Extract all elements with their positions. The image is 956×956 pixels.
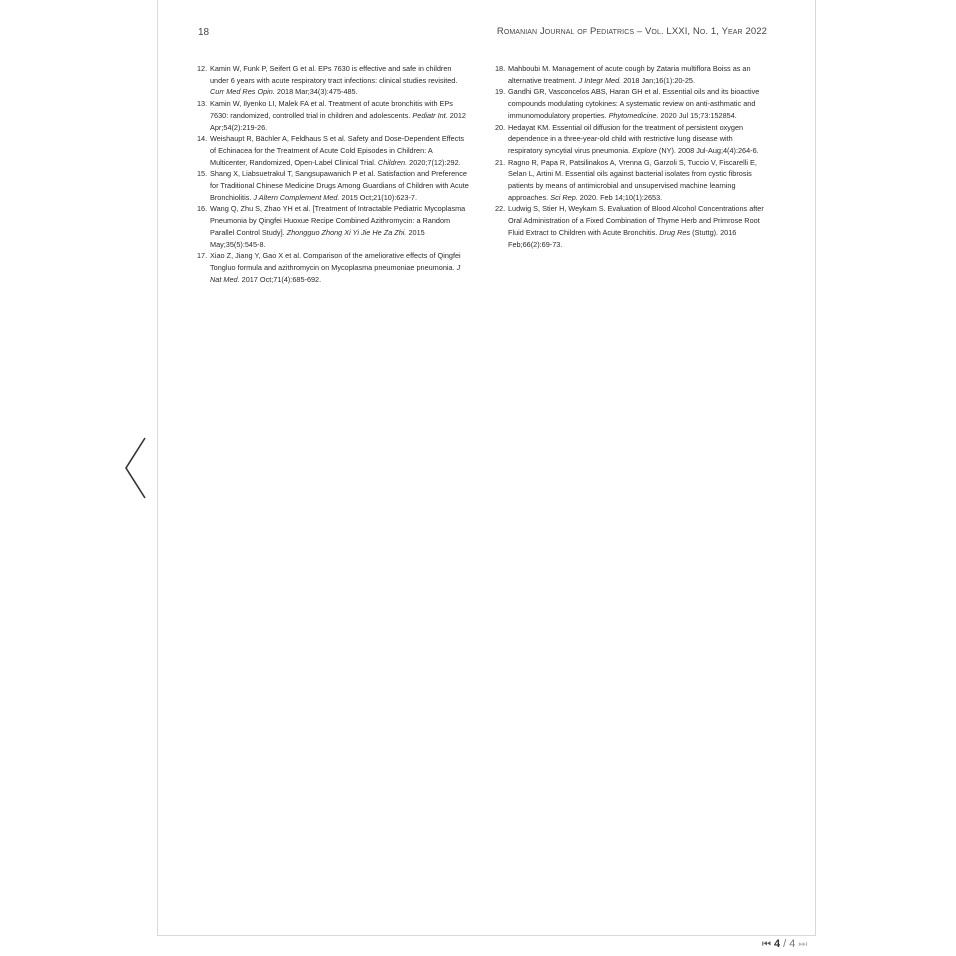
reference-text <box>508 86 767 121</box>
reference-details: 2018 Jan;16(1):20-25. <box>621 75 696 85</box>
reference-journal: J Integr Med. <box>578 75 622 85</box>
references-right-column <box>495 63 767 250</box>
reference-citation: Kamin W, Funk P, Seifert G et al. EPs 7630 is effective and safe in children under 6 years with acute respiratory tract infections: clinical studies revisited. <box>210 64 458 85</box>
reference-text <box>210 168 471 203</box>
reference-journal: Drug Res <box>659 227 691 237</box>
reference-details: 2015 Oct;21(10):623-7. <box>339 192 417 202</box>
reference-text <box>508 122 767 157</box>
reference-text <box>210 203 471 250</box>
reference-text <box>508 63 767 86</box>
reference-number: 21. <box>495 157 506 167</box>
reference-item <box>197 98 471 133</box>
previous-page-button[interactable] <box>122 436 150 500</box>
reference-item <box>495 122 767 157</box>
reference-citation: Wang Q, Zhu S, Zhao YH et al. [Treatment of Intractable Pediatric Mycoplasma Pneumonia by Qingfei Huoxue Recipe Combined Azithromycin: a Random Parallel Control Study]. <box>210 204 466 237</box>
current-page[interactable]: 4 <box>774 938 781 950</box>
reference-item <box>197 203 471 250</box>
reference-details: 2018 Mar;34(3):475-485. <box>274 87 358 97</box>
last-page-icon[interactable]: ⏭ <box>798 938 808 950</box>
reference-item <box>495 203 767 250</box>
reference-item <box>197 250 471 285</box>
reference-number: 17. <box>197 251 208 261</box>
reference-citation: Mahboubi M. Management of acute cough by Zataria multiflora Boiss as an alternative treatment. <box>508 64 751 85</box>
references-left-column <box>197 63 471 285</box>
reference-journal: J Nat Med. <box>210 262 461 284</box>
reference-number: 16. <box>197 204 208 214</box>
reference-details: (Stuttg). 2016 Feb;66(2):69-73. <box>508 227 737 249</box>
reference-item <box>495 86 767 121</box>
reference-text <box>508 203 767 250</box>
first-page-icon[interactable]: ⏮ <box>762 938 771 950</box>
reference-item <box>197 133 471 168</box>
reference-details: 2012 Apr;54(2):219-26. <box>210 110 466 132</box>
running-head: Romanian Journal of Pediatrics – Vol. LXXI, No. 1, Year 2022 <box>496 26 767 37</box>
total-pages: 4 <box>789 938 796 950</box>
reference-number: 18. <box>495 64 506 73</box>
reference-details: 2020. Feb 14;10(1):2653. <box>577 192 663 202</box>
reference-details: 2020 Jul 15;73:152854. <box>658 110 737 120</box>
reference-number: 20. <box>495 122 506 132</box>
reference-citation: Ragno R, Papa R, Patsilinakos A, Vrenna G, Garzoli S, Tuccio V, Fiscarelli E, Selan L, Artini M. Essential oils against bacterial isolates from cystic fibrosis patients by means of antimicrobial and unsupervised machine learning approaches. <box>508 157 757 202</box>
reference-journal: Pediatr Int. <box>412 110 448 120</box>
reference-number: 13. <box>197 99 208 109</box>
reference-citation: Gandhi GR, Vasconcelos ABS, Haran GH et al. Essential oils and its bioactive compounds modulating cytokines: A systematic review on anti-asthmatic and immunomodulatory properties. <box>508 87 760 120</box>
reference-text <box>508 157 767 204</box>
reference-number: 12. <box>197 64 208 73</box>
reference-details: (NY). 2008 Jul-Aug;4(4):264-6. <box>656 145 759 155</box>
reference-text <box>210 98 471 133</box>
page-number: 18 <box>198 27 210 38</box>
reference-number: 15. <box>197 169 208 179</box>
reference-journal: Zhongguo Zhong Xi Yi Jie He Za Zhi. <box>286 227 407 237</box>
reference-journal: J Altern Complement Med. <box>253 192 340 202</box>
chevron-left-icon <box>122 436 150 500</box>
reference-text <box>210 63 471 98</box>
page-separator: / <box>783 938 787 950</box>
page-navigator <box>762 937 807 951</box>
reference-number: 14. <box>197 134 208 144</box>
reference-journal: Sci Rep. <box>550 192 578 202</box>
reference-details: 2017 Oct;71(4):685-692. <box>239 274 322 284</box>
reference-citation: Kamin W, Ilyenko LI, Malek FA et al. Treatment of acute bronchitis with EPs 7630: randomized, controlled trial in children and adolescents. <box>210 99 453 120</box>
reference-journal: Curr Med Res Opin. <box>210 87 275 97</box>
reference-number: 22. <box>495 204 506 214</box>
reference-citation: Xiao Z, Jiang Y, Gao X et al. Comparison of the ameliorative effects of Qingfei Tongluo formula and azithromycin on Mycoplasma pneumoniae pneumonia. <box>210 251 461 272</box>
reference-item <box>495 63 767 86</box>
reference-text <box>210 250 471 285</box>
reference-citation: Shang X, Liabsuetrakul T, Sangsupawanich P et al. Satisfaction and Preference for Traditional Chinese Medicine Drugs Among Guardians of Children with Acute Bronchiolitis. <box>210 169 469 202</box>
reference-journal: Children. <box>377 157 408 167</box>
reference-item <box>495 157 767 204</box>
reference-citation: Hedayat KM. Essential oil diffusion for the treatment of persistent oxygen dependence in a three-year-old child with restrictive lung disease with respiratory syncytial virus pneumonia. <box>508 122 744 155</box>
reference-number: 19. <box>495 87 506 97</box>
reference-item <box>197 63 471 98</box>
reference-text <box>210 133 471 168</box>
reference-citation: Weishaupt R, Bächler A, Feldhaus S et al. Safety and Dose-Dependent Effects of Echinacea for the Treatment of Acute Cold Episodes in Children: A Multicenter, Randomized, Open-Label Clinical Trial. <box>210 134 465 167</box>
reference-details: 2015 May;35(5):545-8. <box>210 227 425 249</box>
reference-journal: Explore <box>632 145 657 155</box>
reference-journal: Phytomedicine. <box>608 110 659 120</box>
reference-citation: Ludwig S, Stier H, Weykam S. Evaluation of Blood Alcohol Concentrations after Oral Administration of a Fixed Combination of Thyme Herb and Primrose Root Fluid Extract to Children with Acute Bronchitis. <box>508 204 764 237</box>
document-page <box>157 0 816 936</box>
reference-details: 2020;7(12):292. <box>407 157 461 167</box>
reference-item <box>197 168 471 203</box>
